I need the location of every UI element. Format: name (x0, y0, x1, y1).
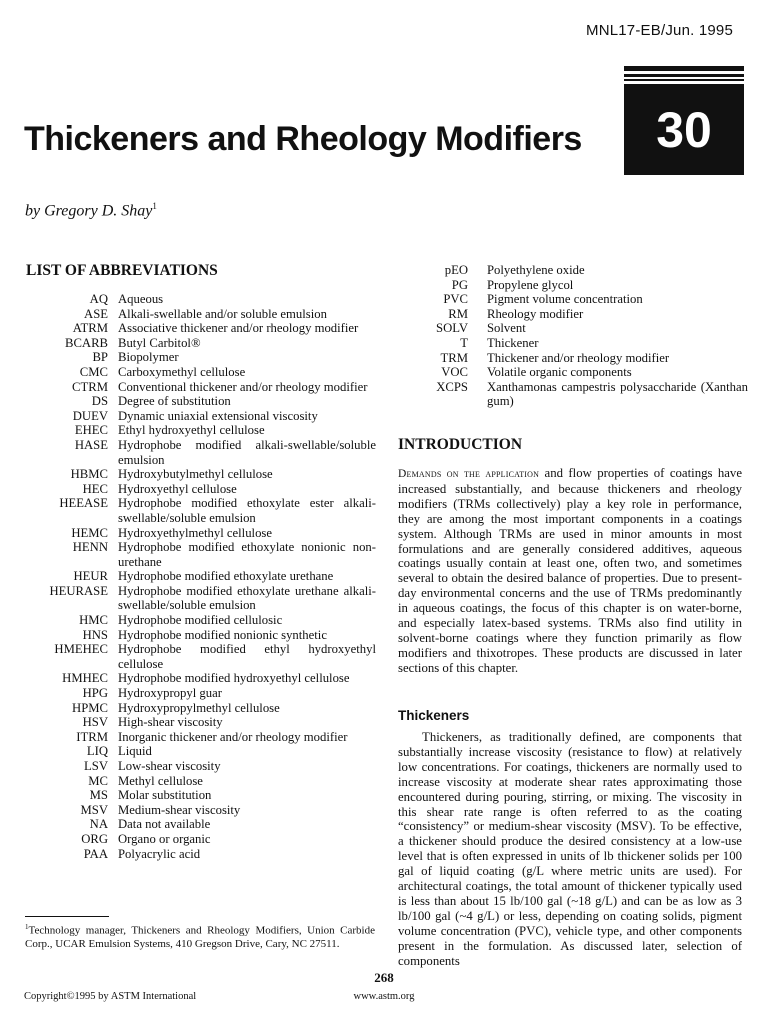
page-number: 268 (374, 970, 394, 985)
author-footnote-mark: 1 (152, 201, 157, 211)
abbreviation-code: HNS (82, 627, 108, 642)
abbreviation-entry (400, 336, 748, 351)
abbreviation-code: HMEHEC (54, 642, 108, 657)
abbreviation-definition: Thickener and/or rheology modifier (487, 350, 670, 365)
abbreviation-definition: Rheology modifier (487, 306, 584, 321)
introduction-lead-in: Demands on the application (398, 468, 540, 480)
chapter-rule-thin (624, 79, 744, 81)
abbreviation-definition: Hydrophobe modified cellulosic (118, 613, 283, 628)
abbreviation-entry (24, 365, 376, 380)
abbreviation-definition: Methyl cellulose (118, 773, 203, 788)
abbreviation-entry (24, 409, 376, 424)
abbreviation-definition: Aqueous (118, 292, 164, 306)
abbreviation-definition: Hydroxypropylmethyl cellulose (118, 700, 280, 715)
abbreviation-code: MS (89, 788, 108, 803)
abbreviation-definition: Inorganic thickener and/or rheology modifier (118, 729, 348, 744)
abbreviation-code: T (460, 335, 468, 350)
abbreviation-entry (400, 263, 748, 278)
abbreviation-entry (24, 730, 376, 745)
abbreviation-code: HENN (72, 540, 108, 555)
footnote-mark: 1 (25, 923, 29, 931)
document-id: MNL17-EB/Jun. 1995 (586, 22, 734, 39)
abbreviation-code: PG (451, 277, 468, 292)
abbreviations-list-right (400, 263, 748, 409)
abbreviation-code: ATRM (72, 321, 108, 336)
abbreviation-definition: Hydrophobe modified ethoxylate urethane (118, 569, 334, 584)
abbreviation-definition: Hydroxypropyl guar (118, 686, 222, 701)
abbreviation-entry (24, 803, 376, 818)
abbreviation-entry (24, 292, 376, 307)
abbreviation-entry (24, 701, 376, 716)
copyright-notice: Copyright©1995 by ASTM International (24, 991, 197, 1002)
abbreviation-entry (24, 321, 376, 336)
abbreviation-definition: Molar substitution (118, 788, 212, 803)
abbreviation-code: ORG (81, 831, 108, 846)
abbreviation-code: pEO (444, 263, 468, 277)
abbreviation-code: DUEV (72, 408, 108, 423)
abbreviation-code: DS (91, 394, 108, 409)
abbreviation-entry (400, 351, 748, 366)
abbreviation-definition: Solvent (487, 321, 526, 336)
abbreviation-entry (24, 686, 376, 701)
abbreviation-code: ASE (84, 306, 108, 321)
abbreviation-definition: Hydrophobe modified ethoxylate urethane alkali-swellable/soluble emulsion (118, 583, 376, 613)
abbreviation-definition: Carboxymethyl cellulose (118, 364, 246, 379)
abbreviation-entry (24, 540, 376, 569)
abbreviation-entry (400, 380, 748, 409)
abbreviation-code: HMHEC (62, 671, 108, 686)
abbreviation-entry (24, 832, 376, 847)
abbreviation-entry (24, 671, 376, 686)
abbreviation-definition: Associative thickener and/or rheology modifier (118, 321, 359, 336)
abbreviation-entry (400, 307, 748, 322)
abbreviation-code: ITRM (76, 729, 108, 744)
introduction-paragraph (398, 466, 742, 676)
abbreviation-entry (24, 350, 376, 365)
abbreviation-code: HEC (82, 481, 108, 496)
abbreviation-code: HEUR (73, 569, 108, 584)
abbreviation-code: AQ (89, 292, 108, 306)
abbreviation-entry (24, 759, 376, 774)
chapter-rule-thick (624, 66, 744, 71)
abbreviation-code: BP (92, 350, 108, 365)
abbreviation-entry (24, 584, 376, 613)
abbreviation-code: NA (89, 817, 108, 832)
abbreviation-code: HEMC (71, 525, 108, 540)
abbreviation-code: MC (88, 773, 108, 788)
abbreviation-definition: Xanthamonas campestris polysaccharide (Xanthan gum) (487, 379, 748, 409)
abbreviation-code: RM (448, 306, 468, 321)
abbreviation-definition: Thickener (487, 335, 539, 350)
abbreviation-code: XCPS (436, 379, 468, 394)
abbreviation-entry (24, 336, 376, 351)
thickeners-heading: Thickeners (398, 708, 470, 723)
abbreviation-code: HEURASE (49, 583, 108, 598)
abbreviation-definition: Degree of substitution (118, 394, 231, 409)
abbreviation-code: BCARB (64, 335, 108, 350)
abbreviation-entry (24, 628, 376, 643)
abbreviation-definition: High-shear viscosity (118, 715, 223, 730)
abbreviation-entry (24, 715, 376, 730)
chapter-number: 30 (624, 84, 744, 175)
abbreviation-definition: Pigment volume concentration (487, 292, 643, 307)
author-name: by Gregory D. Shay (25, 202, 153, 220)
abbreviation-entry (24, 467, 376, 482)
abbreviation-code: TRM (440, 350, 468, 365)
abbreviation-definition: Biopolymer (118, 350, 179, 365)
abbreviation-definition: Hydroxyethylmethyl cellulose (118, 525, 272, 540)
abbreviation-code: HPMC (72, 700, 108, 715)
abbreviation-code: HEEASE (59, 496, 108, 511)
abbreviation-code: HPG (82, 686, 108, 701)
abbreviation-definition: Dynamic uniaxial extensional viscosity (118, 408, 318, 423)
footnote-text: Technology manager, Thickeners and Rheology Modifiers, Union Carbide Corp., UCAR Emulsion Systems, 410 Gregson Drive, Cary, NC 27511. (25, 924, 375, 951)
abbreviation-entry (400, 292, 748, 307)
abbreviation-entry (24, 496, 376, 525)
abbreviation-code: SOLV (436, 321, 468, 336)
chapter-rule-medium (624, 74, 744, 77)
abbreviation-definition: Butyl Carbitol® (118, 335, 201, 350)
abbreviation-code: VOC (441, 365, 468, 380)
abbreviation-entry (24, 380, 376, 395)
abbreviation-definition: Hydroxyethyl cellulose (118, 481, 237, 496)
abbreviation-code: PVC (443, 292, 468, 307)
chapter-title: Thickeners and Rheology Modifiers (24, 120, 582, 158)
abbreviation-entry (24, 774, 376, 789)
abbreviation-definition: Conventional thickener and/or rheology modifier (118, 379, 368, 394)
abbreviation-entry (24, 394, 376, 409)
thickeners-paragraph: Thickeners, as traditionally defined, are components that substantially increase viscosity (resistance to flow) at relatively low concentrations. For coatings, thickeners are normally used to increase viscosity at moderate shear rates approximating those encountered during pouring, stirring, or mixing. The viscosity in this shear rate range is often referred to as the coating “consistency” or medium-shear viscosity (MSV). To be effective, a thickener should produce the desired consistency at a low-use level that is often expressed in units of lb thickener solids per 100 gal of liquid coating (g/L where metric units are used). For architectural coatings, the total amount of thickener typically used is less than about 15 lb/100 gal (~18 g/L) and can be as low as 3 lb/100 gal (~4 g/L) or less, depending on coating solids, pigment volume concentration (PVC), vehicle type, and other components present in the formulation. As discussed later, selection of components (398, 730, 742, 968)
abbreviation-code: HASE (74, 437, 108, 452)
abbreviation-code: HSV (82, 715, 108, 730)
abbreviation-entry (24, 788, 376, 803)
abbreviation-entry (24, 482, 376, 497)
abbreviation-definition: Hydroxybutylmethyl cellulose (118, 467, 273, 482)
abbreviation-entry (400, 321, 748, 336)
abbreviation-definition: Polyethylene oxide (487, 263, 585, 277)
footnote (25, 921, 375, 952)
abbreviation-definition: Hydrophobe modified alkali-swellable/soluble emulsion (118, 437, 376, 467)
abbreviation-definition: Volatile organic components (487, 365, 632, 380)
abbreviation-code: LSV (84, 759, 108, 773)
abbreviation-code: EHEC (74, 423, 108, 438)
abbreviation-definition: Hydrophobe modified hydroxyethyl cellulose (118, 671, 350, 686)
abbreviation-definition: Hydrophobe modified ethoxylate nonionic non-urethane (118, 540, 376, 569)
abbreviation-code: PAA (83, 846, 108, 861)
abbreviation-code: HBMC (70, 467, 108, 482)
introduction-body: and flow properties of coatings have increased substantially, and because thickeners and rheology modifiers (TRMs collectively) play a key role in performance, they are among the most important components in a coatings system. Although TRMs are used in minor amounts in most formulations and are generally considered additives, aqueous coatings usually contain at least one, often two, and sometimes several to obtain the desired balance of properties. Due to present-day environmental concerns and the use of TRMs predominantly in aqueous coatings, the focus of this chapter is on water-borne, and especially latex-based systems. TRMs also find utility in solvent-borne coatings where they function primarily as flow modifiers and thixotropes. These products are discussed in later sections of this chapter. (398, 466, 743, 675)
abbreviation-entry (24, 642, 376, 671)
abbreviation-entry (24, 438, 376, 467)
abbreviation-definition: Propylene glycol (487, 277, 574, 292)
abbreviation-entry (24, 847, 376, 862)
publisher-url: www.astm.org (353, 991, 415, 1002)
abbreviation-entry (400, 365, 748, 380)
abbreviation-definition: Medium-shear viscosity (118, 802, 241, 817)
abbreviation-definition: Organo or organic (118, 831, 211, 846)
abbreviations-heading: LIST OF ABBREVIATIONS (26, 262, 218, 279)
abbreviation-code: HMC (79, 613, 108, 628)
abbreviation-entry (24, 569, 376, 584)
abbreviation-definition: Hydrophobe modified ethyl hydroxyethyl cellulose (118, 642, 376, 671)
abbreviation-code: CMC (79, 364, 108, 379)
abbreviation-entry (24, 423, 376, 438)
abbreviation-definition: Data not available (118, 817, 211, 832)
abbreviation-entry (24, 613, 376, 628)
author-byline (25, 201, 157, 220)
footnote-divider (25, 916, 109, 917)
abbreviations-list-left (24, 292, 376, 861)
abbreviation-definition: Liquid (118, 744, 152, 759)
abbreviation-entry (24, 307, 376, 322)
abbreviation-definition: Polyacrylic acid (118, 846, 201, 861)
abbreviation-definition: Hydrophobe modified ethoxylate ester alkali-swellable/soluble emulsion (118, 496, 376, 525)
introduction-heading: INTRODUCTION (398, 436, 523, 453)
abbreviation-entry (400, 278, 748, 293)
abbreviation-code: MSV (80, 802, 108, 817)
abbreviation-definition: Hydrophobe modified nonionic synthetic (118, 627, 327, 642)
abbreviation-code: CTRM (72, 379, 108, 394)
abbreviation-entry (24, 817, 376, 832)
abbreviation-entry (24, 744, 376, 759)
abbreviation-entry (24, 526, 376, 541)
abbreviation-definition: Ethyl hydroxyethyl cellulose (118, 423, 265, 438)
abbreviation-definition: Alkali-swellable and/or soluble emulsion (118, 306, 327, 321)
abbreviation-code: LIQ (86, 744, 108, 759)
abbreviation-definition: Low-shear viscosity (118, 759, 221, 773)
